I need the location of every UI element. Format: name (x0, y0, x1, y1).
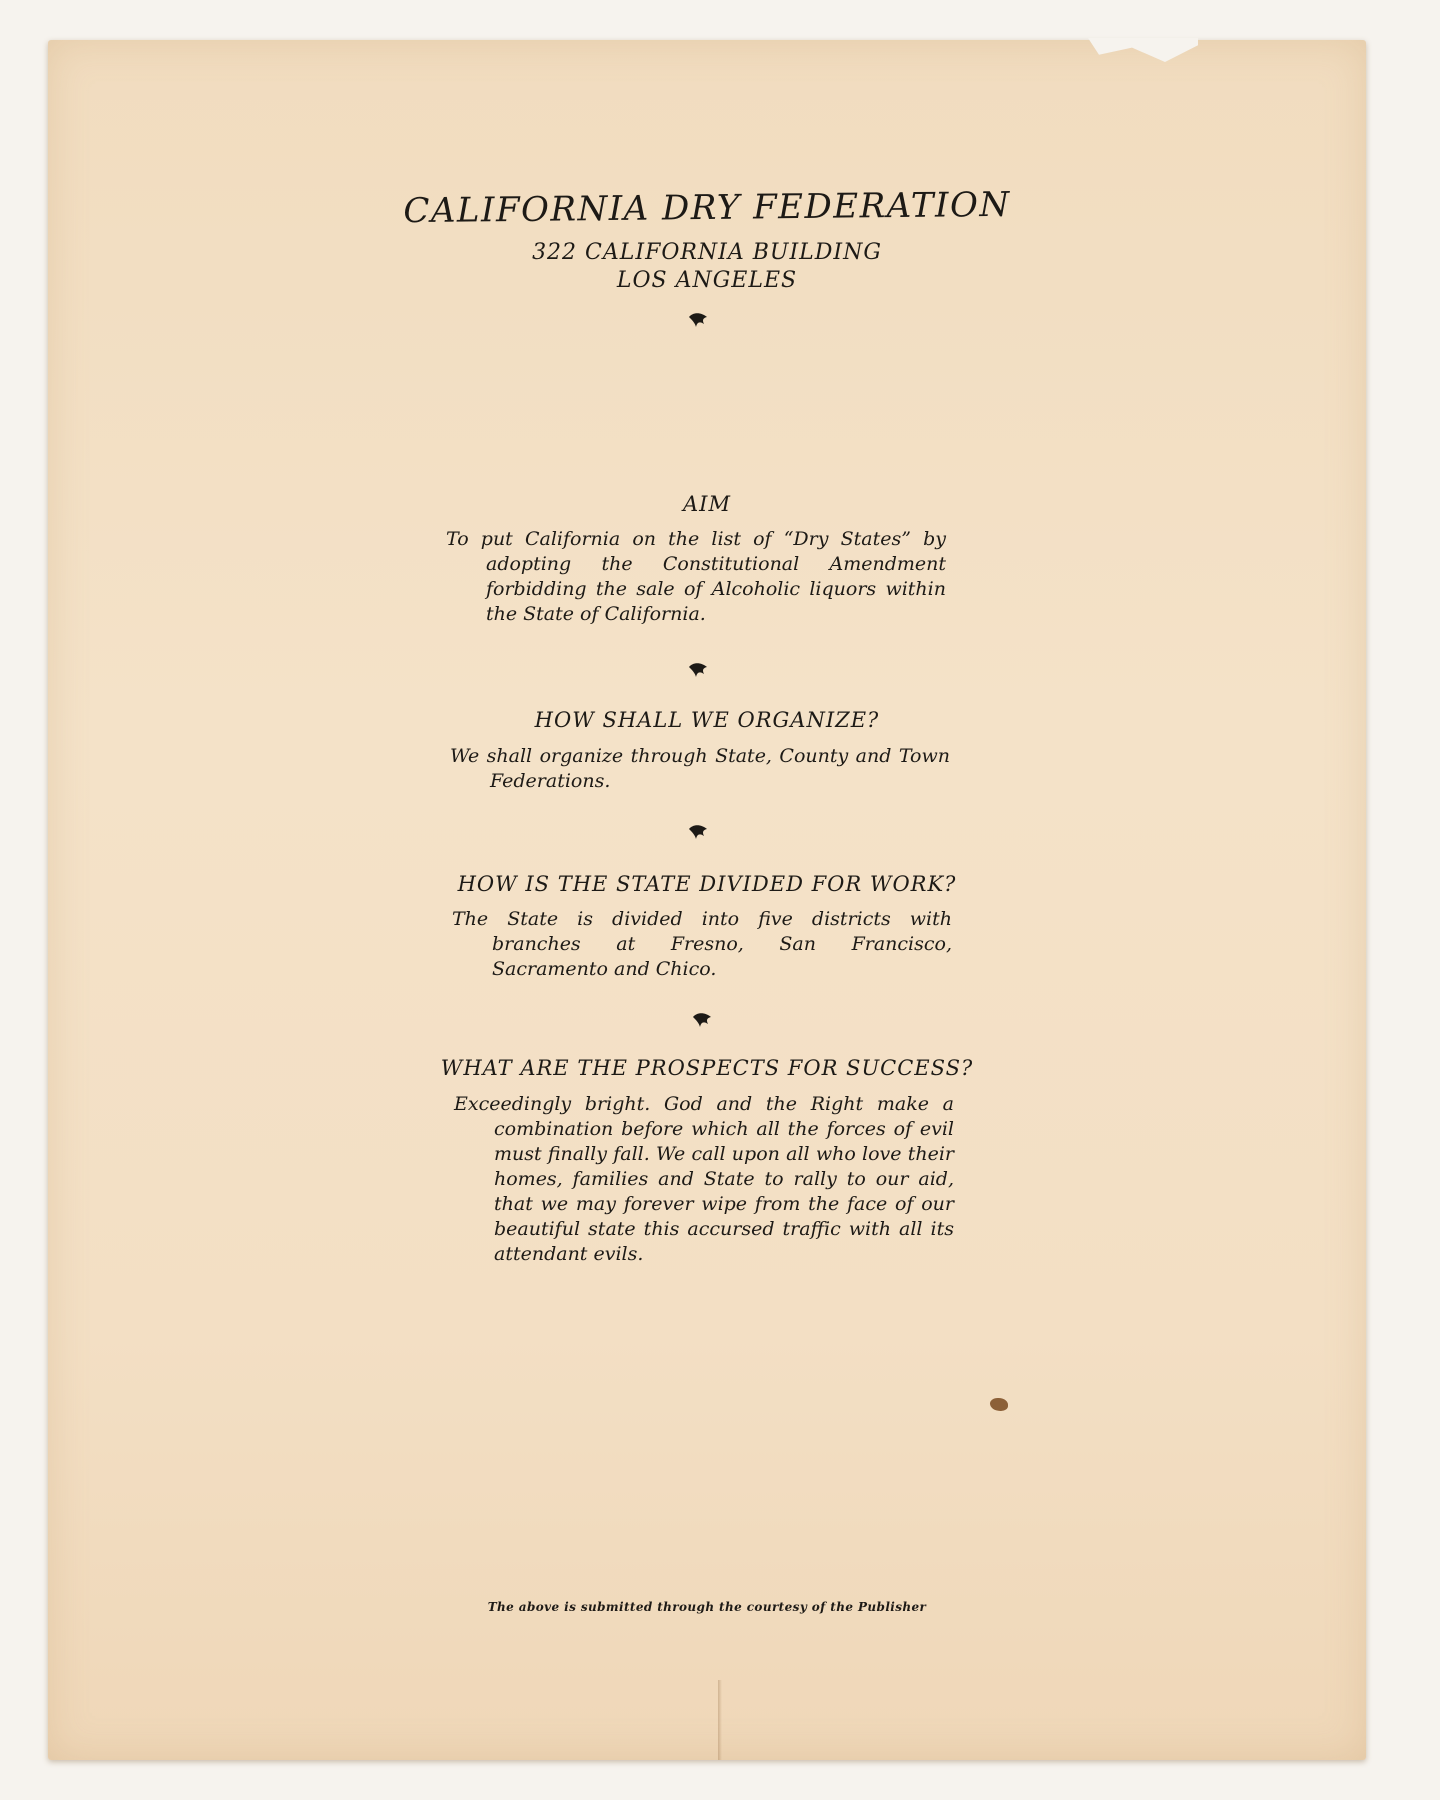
section-text-aim: To put California on the list of “Dry States” by adopting the Constitutional Amendment forbidding the sale of Alcoholic liquors within the State of California. (446, 528, 946, 625)
address-line-1: 322 CALIFORNIA BUILDING (532, 240, 882, 265)
address-line-2: LOS ANGELES (616, 268, 798, 293)
section-heading-aim: AIM (683, 492, 731, 516)
section-heading-organize: HOW SHALL WE ORGANIZE? (534, 708, 880, 732)
section-heading-divided: HOW IS THE STATE DIVIDED FOR WORK? (457, 872, 957, 896)
section-heading-prospects: WHAT ARE THE PROSPECTS FOR SUCCESS? (440, 1056, 974, 1080)
paper-stain (990, 1398, 1008, 1411)
section-text-divided: The State is divided into five districts with branches at Fresno, San Francisco, Sacramento and Chico. (452, 908, 952, 980)
leaf-ornament-icon (692, 1012, 712, 1028)
document-title: CALIFORNIA DRY FEDERATION (403, 184, 1011, 232)
document-sheet (48, 40, 1366, 1760)
section-text-organize: We shall organize through State, County and Town Federations. (450, 745, 950, 792)
leaf-ornament-icon (688, 662, 708, 678)
paper-tear (1088, 38, 1198, 62)
publisher-footer: The above is submitted through the courtesy of the Publisher (487, 1600, 927, 1614)
leaf-ornament-icon (688, 824, 708, 840)
leaf-ornament-icon (688, 312, 708, 328)
section-text-prospects: Exceedingly bright. God and the Right make a combination before which all the forces of evil must finally fall. We call upon all who love their homes, families and State to rally to our aid, that we may forever wipe from the face of our beautiful state this accursed traffic with all its attendant evils. (454, 1093, 954, 1265)
paper-crease (718, 1680, 722, 1760)
